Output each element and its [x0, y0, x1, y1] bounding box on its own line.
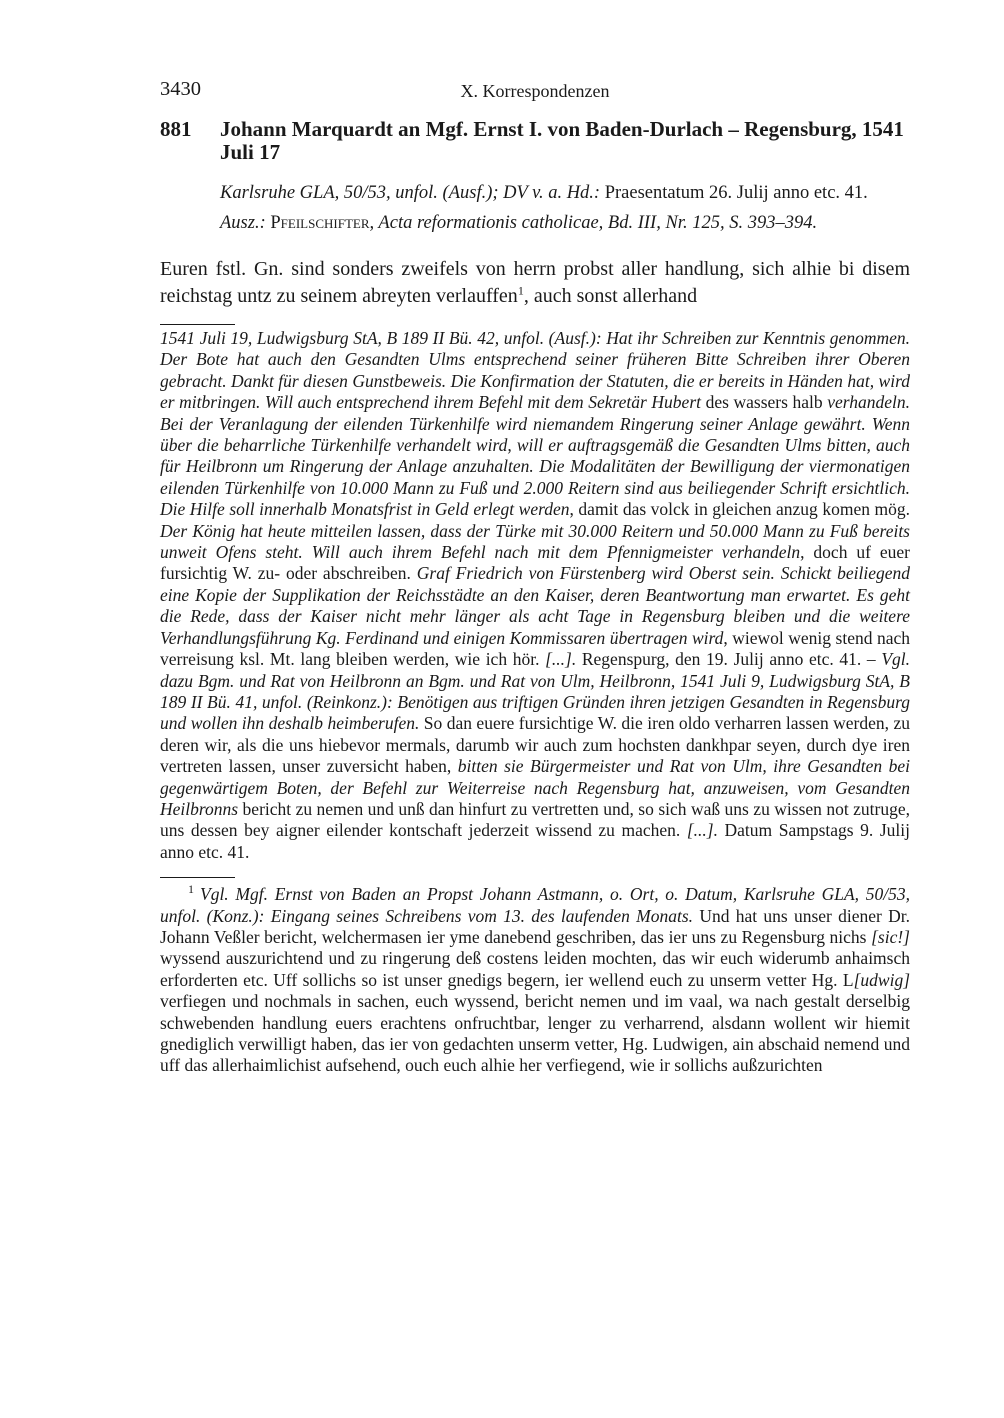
- apparatus-segment: bitten sie Bürgermeister und Rat von Ulm, ihre Gesandten bei gegenwärtigem Boten, der Befehl zur Weiterreise nach Regensburg hat, anzuweisen, vom Gesandten Heilbronns: [160, 756, 910, 819]
- apparatus-divider: [160, 324, 235, 325]
- footnote-segment: verfiegen und nochmals in sachen, euch wyssend, bericht nemen und im vaal, wa nach gestalt derselbig schwebenden handlung euers erachtens onfruchtbar, lenger zu verharrend, alsdann wollent wir hiemit gnediglich verwilligt haben, das ier von gedachten unserm vetter, Hg. Ludwigen, ain abschaid nemend und uff das allerhaimlichist aufsehend, ouch euch alhie her verfiegend, wie ir sollichs außzurichten: [160, 991, 910, 1076]
- source-edition: [220, 212, 910, 234]
- footnote-reference[interactable]: 1: [517, 283, 524, 298]
- source-archive-citation: Karlsruhe GLA, 50/53, unfol. (Ausf.); DV v. a. Hd.:: [220, 183, 601, 203]
- footnote: [160, 884, 910, 1077]
- footnote-divider: [160, 877, 235, 878]
- main-text-part-2: , auch sonst allerhand: [523, 285, 698, 307]
- apparatus-segment: Vgl. dazu Bgm. und Rat von Heilbronn an Bgm. und Rat von Ulm, Heilbronn, 1541 Juli 9, Ludwigsburg StA, B 189 II Bü. 41, unfol. (Reinkonz.): Benötigen aus triftigen Gründen ihren jetzigen Gesandten in Regensburg und wollen ihn deshalb heimberufen.: [160, 649, 910, 734]
- section-title: X. Korrespondenzen: [460, 81, 610, 101]
- document-heading: [160, 118, 910, 164]
- source-edition-author: Pfeilschifter: [270, 213, 370, 233]
- source-edition-title: , Acta reformationis catholicae, Bd. III, Nr. 125, S. 393–394.: [369, 213, 818, 233]
- page-number: 3430: [160, 78, 201, 100]
- apparatus-segment: [...].: [686, 820, 718, 841]
- footnote-mark: 1: [188, 882, 194, 897]
- apparatus-segment: 1541 Juli 19, Ludwigsburg StA, B 189 II Bü. 42, unfol. (Ausf.): Hat ihr Schreiben zur Kenntnis genommen. Der Bote hat auch den Gesandten Ulms entsprechend seiner früheren Bitte Schreiben ihrer Oberen gebracht. Dankt für diesen Gunstbeweis. Die Konfirmation der Statuten, die er bereits in Händen hat, wird er mitbringen. Will auch entsprechend ihrem Befehl mit dem Sekretär Hubert: [160, 328, 910, 413]
- source-archive: [220, 182, 910, 204]
- apparatus-segment: , doch uf euer fursichtig W. zu- oder abschreiben.: [160, 542, 910, 584]
- apparatus-segment: Datum Sampstags 9. Julij anno etc. 41.: [160, 820, 910, 862]
- main-text: [160, 256, 910, 310]
- apparatus-segment: verhandeln. Bei der Veranlagung der eilenden Türkenhilfe wird niemandem Ringerung seiner Anlage gewährt. Wenn über die beharrliche Türkenhilfe verhandelt wird, will er auftragsgemäß die Gesandten Ulms bitten, auch für Heilbronn um Ringerung der Anlage anzuhalten. Die Modalitäten der Bewilligung der viermonatigen eilenden Türkenhilfe von 10.000 Mann zu Fuß und 2.000 Reitern sind aus beiliegender Schrift ersichtlich. Die Hilfe soll innerhalb Monatsfrist in Geld erlegt werden: [160, 392, 910, 520]
- apparatus-segment: bericht zu nemen und unß dan hinfurt zu vertretten und, so sich waß uns zu wissen not zutruge, uns dessen bey aigner eilender kontschaft jederzeit wissend zu machen.: [160, 798, 910, 841]
- source-notes: [220, 182, 910, 234]
- apparatus-segment: , wiewol wenig stend nach verreisung ksl. Mt. lang bleiben werden, wie ich hör.: [160, 627, 911, 670]
- document-title: Johann Marquardt an Mgf. Ernst I. von Baden-Durlach – Regensburg, 1541 Juli 17: [220, 117, 904, 164]
- apparatus-segment: Der König hat heute mitteilen lassen, dass der Türke mit 30.000 Reitern und 50.000 Mann zu Fuß bereits unweit Ofens steht. Will auch ihrem Befehl nach mit dem Pfennigmeister verhandeln: [160, 520, 910, 563]
- footnote-segment: [udwig]: [853, 969, 910, 990]
- main-paragraph: [160, 256, 910, 310]
- apparatus-segment: So dan euere fursichtige W. die iren oldo verharren lassen werden, zu deren wir, als die uns hiebevor mermals, darumb wir auch zum hochsten dankhpar seyen, durch dye iren vertreten lassen, unser zuversicht haben,: [160, 713, 910, 777]
- page: [160, 78, 910, 1077]
- main-text-part-1: Euren fstl. Gn. sind sonders zweifels von herrn probst aller handlung, sich alhie bi disem reichstag untz zu seinem abreyten verlauffen: [160, 258, 910, 307]
- apparatus-segment: des wassers halb: [701, 392, 828, 413]
- footnotes: [160, 884, 910, 1077]
- apparatus-segment: Graf Friedrich von Fürstenberg wird Oberst sein. Schickt beiliegend eine Kopie der Supplikation der Reichsstädte an den Kaiser, deren Beantwortung man erwartet. Es geht die Rede, dass der Kaiser nicht mehr länger als acht Tage in Regensburg bleiben und die weitere Verhandlungsführung Kg. Ferdinand und einigen Kommissaren übertragen wird: [160, 563, 910, 648]
- footnote-segment: Und hat uns unser diener Dr. Johann Veßler bericht, welchermasen ier yme danebend geschriben, das ier uns zu Regensburg nichs: [160, 905, 910, 947]
- footnote-segment: wyssend auszurichtend und zu ringerung deß costens leiden mochten, das wir euch widerumb anhaimsch erforderten etc. Uff sollichs so ist unser gnedigs begern, ier wellend euch zu unserm vetter Hg. L: [160, 948, 910, 990]
- document-number: 881: [160, 117, 192, 141]
- footnote-segment: Vgl. Mgf. Ernst von Baden an Propst Johann Astmann, o. Ort, o. Datum, Karlsruhe GLA, 50/53, unfol. (Konz.): Eingang seines Schreibens vom 13. des laufenden Monats.: [160, 884, 910, 926]
- apparatus-segment: [...].: [545, 649, 577, 670]
- apparatus-segment: Regenspurg, den 19. Julij anno etc. 41. –: [576, 649, 882, 670]
- footnote-segment: [sic!]: [871, 926, 910, 947]
- source-edition-prefix: Ausz.:: [220, 213, 271, 233]
- source-archive-endorsement: Praesentatum 26. Julij anno etc. 41.: [600, 183, 868, 203]
- apparatus-segment: , damit das volck in gleichen anzug komen mög.: [569, 499, 910, 520]
- running-head: [160, 78, 910, 108]
- text-apparatus: [160, 328, 910, 863]
